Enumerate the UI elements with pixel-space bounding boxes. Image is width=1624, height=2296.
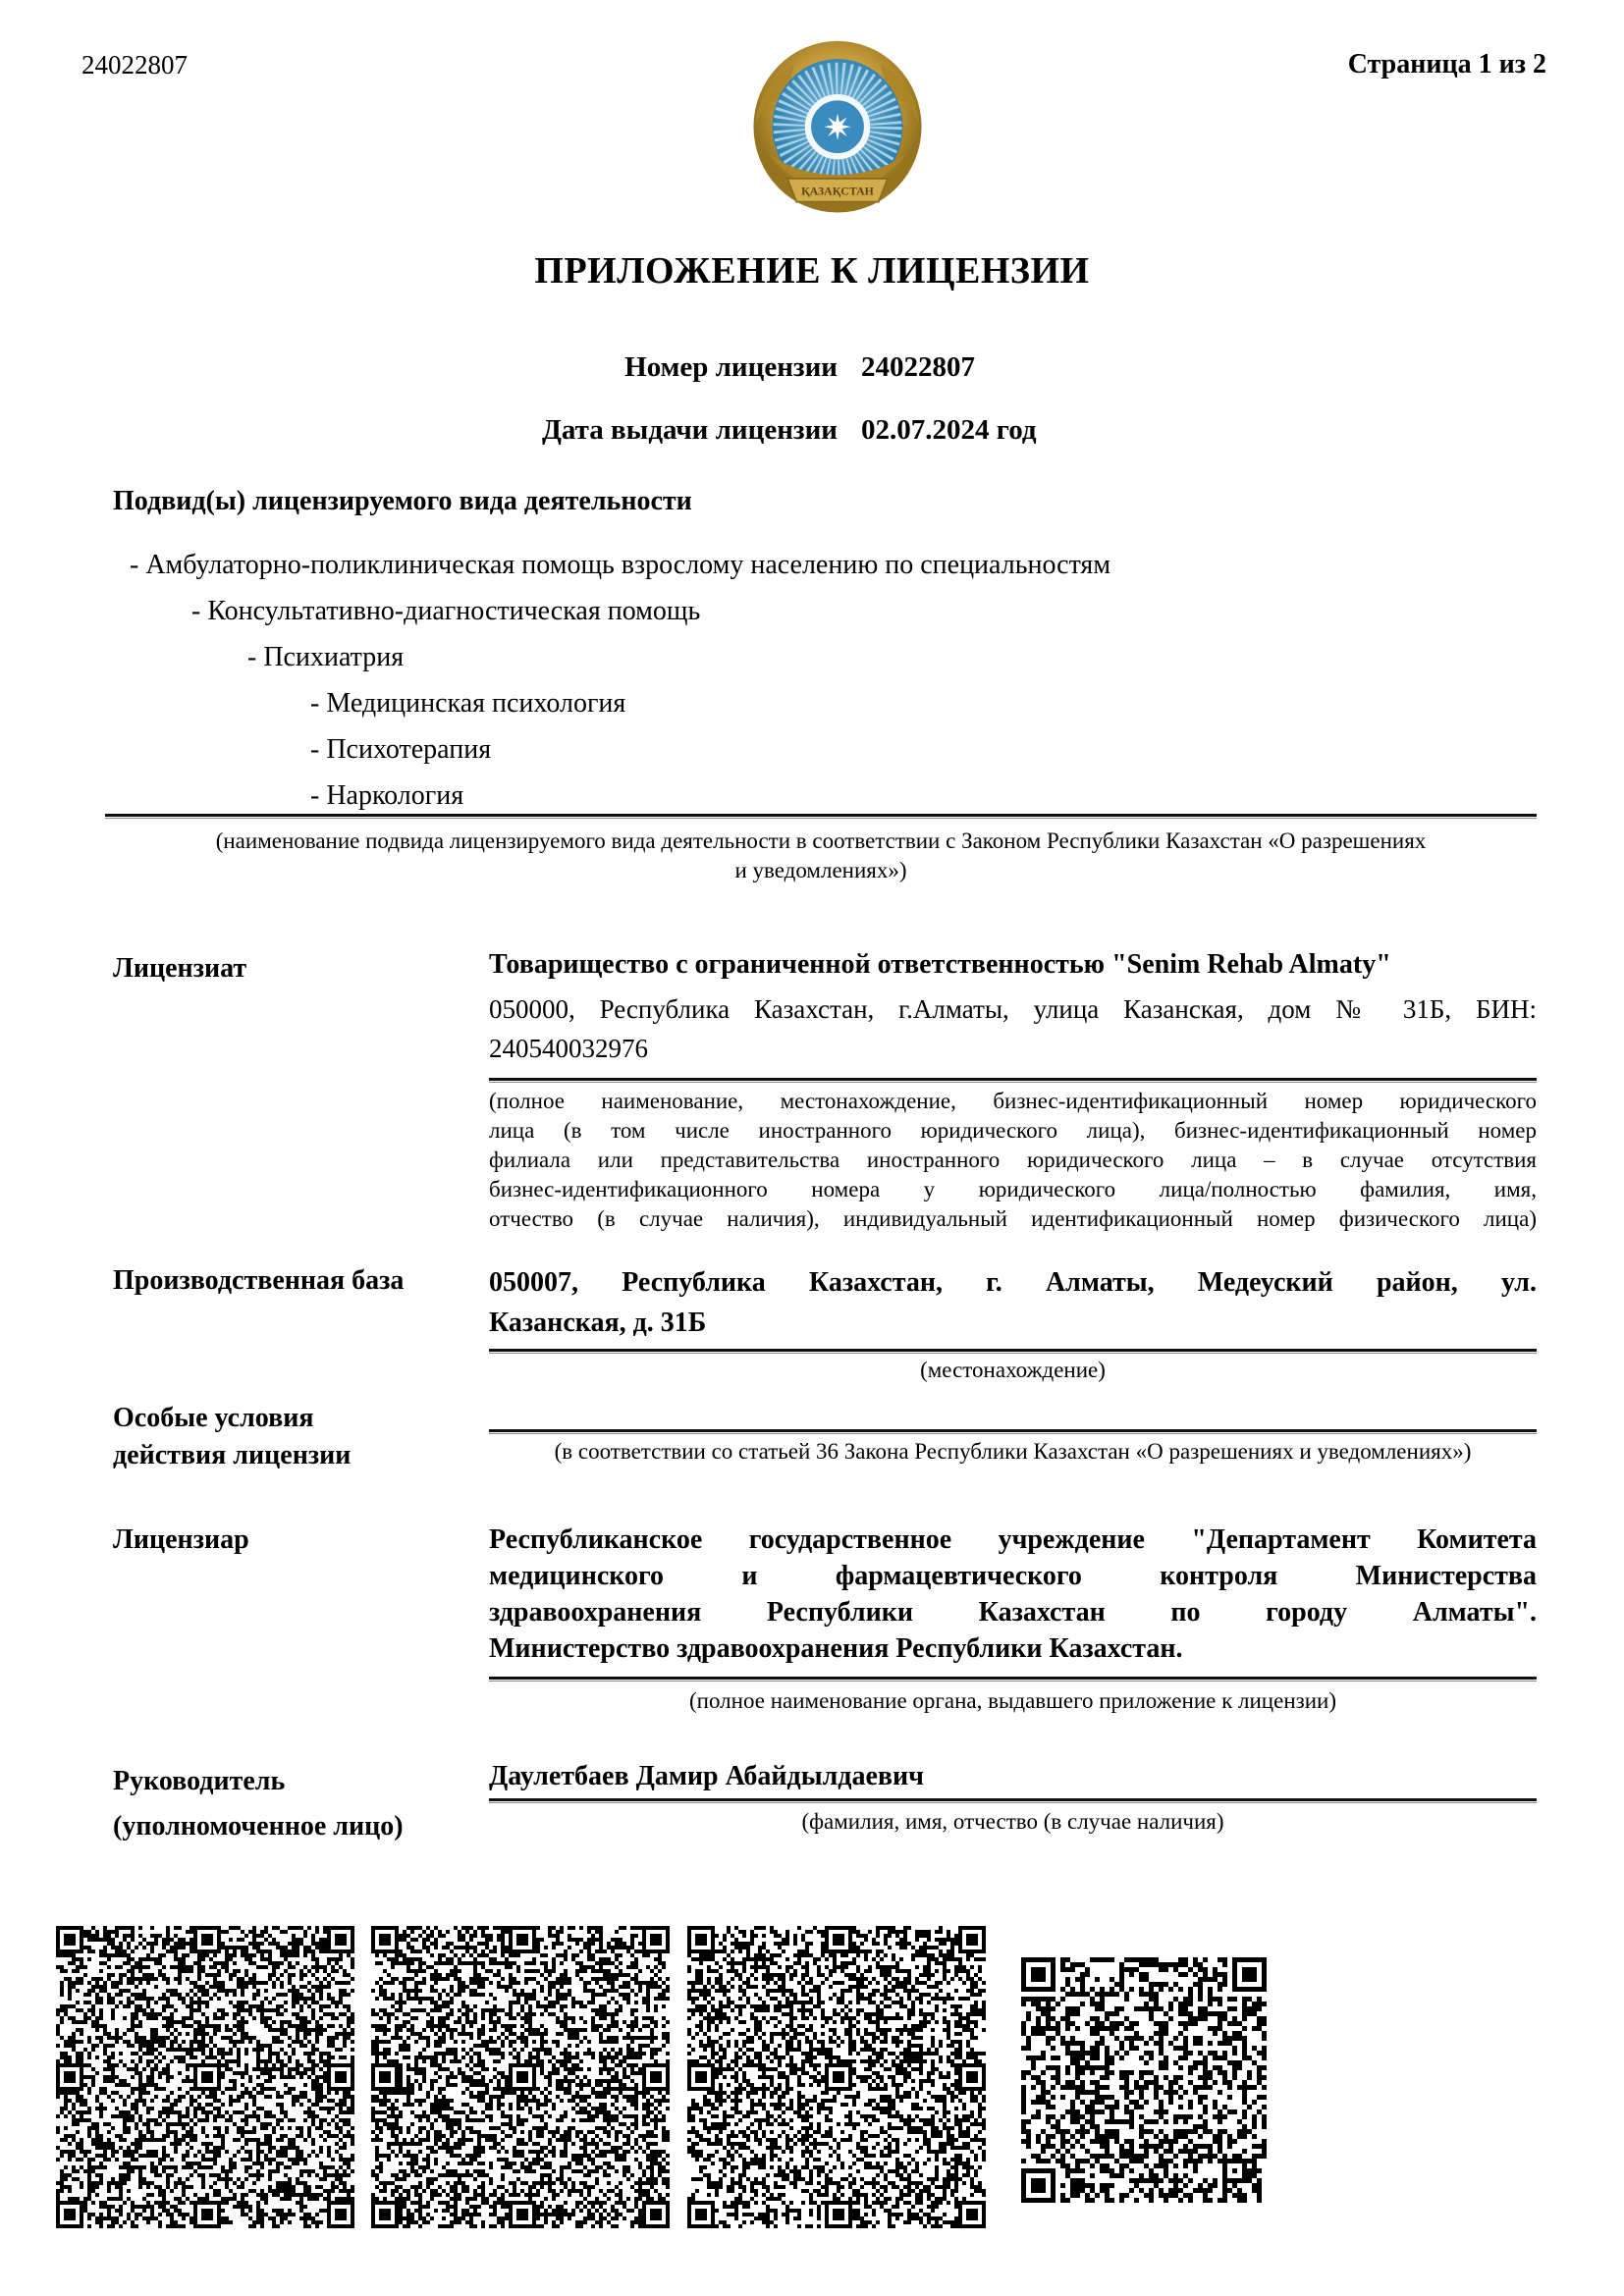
text-line: 240540032976 <box>489 1034 648 1063</box>
kazakhstan-emblem-icon <box>748 39 927 218</box>
subtypes-rule <box>105 814 1537 819</box>
licensee-caption <box>489 1087 1537 1234</box>
text-line: Руководитель <box>113 1766 286 1796</box>
licensee-rule <box>489 1078 1537 1083</box>
text-line: Министерство здравоохранения Республики Казахстан. <box>489 1633 1183 1664</box>
text-line: филиала или представительства иностранного юридического лица – в случае отсутствия <box>489 1148 1537 1172</box>
license-number-label: Номер лицензии <box>624 351 838 383</box>
subtype-item: - Медицинская психология <box>310 688 626 719</box>
text-line: лица (в том числе иностранного юридического лица), бизнес-идентификационный номер <box>489 1118 1537 1143</box>
head-rule <box>489 1798 1537 1803</box>
special-conditions-label <box>113 1400 351 1474</box>
text-line: 050007, Республика Казахстан, г. Алматы, Медеуский район, ул. <box>489 1267 1537 1298</box>
emblem-banner-text: ҚАЗАҚСТАН <box>801 184 874 198</box>
barcode-matrix-2 <box>371 1926 670 2228</box>
page-indicator: Страница 1 из 2 <box>1347 49 1546 80</box>
emblem-shanyrak-star <box>824 114 850 140</box>
text-line: здравоохранения Республики Казахстан по городу Алматы". <box>489 1597 1537 1628</box>
license-number-value: 24022807 <box>861 351 975 383</box>
subtype-item: - Амбулаторно-поликлиническая помощь взрослому населению по специальностям <box>130 550 1111 580</box>
text-line: Казанская, д. 31Б <box>489 1308 707 1338</box>
text-line: (наименование подвида лицензируемого вида деятельности в соответствии с Законом Республики Казахстан «О разрешениях <box>215 828 1427 853</box>
barcode-matrix-1 <box>56 1926 354 2228</box>
text-line: медицинского и фармацевтического контроля Министерства <box>489 1561 1537 1591</box>
special-conditions-rule <box>489 1429 1537 1434</box>
subtypes-caption <box>105 827 1537 885</box>
qr-code <box>1021 1957 1267 2203</box>
text-line: Республиканское государственное учреждение "Департамент Комитета <box>489 1524 1537 1555</box>
licensee-label: Лицензиат <box>113 953 247 984</box>
document-number: 24022807 <box>81 50 188 80</box>
subtypes-heading: Подвид(ы) лицензируемого вида деятельности <box>113 486 692 516</box>
barcode-matrix-3 <box>687 1926 986 2228</box>
subtypes-list <box>0 542 1624 819</box>
page-title: ПРИЛОЖЕНИЕ К ЛИЦЕНЗИИ <box>534 250 1090 292</box>
text-line: отчество (в случае наличия), индивидуальный идентификационный номер физического лица) <box>489 1206 1537 1231</box>
production-base-value <box>489 1262 1537 1343</box>
text-line: Особые условия <box>113 1403 314 1433</box>
text-line: и уведомлениях») <box>734 858 907 882</box>
production-base-label: Производственная база <box>113 1265 405 1296</box>
text-line: действия лицензии <box>113 1440 352 1470</box>
head-value: Даулетбаев Дамир Абайдылдаевич <box>489 1761 924 1791</box>
licensor-label: Лицензиар <box>113 1524 249 1555</box>
special-conditions-caption: (в соответствии со статьей 36 Закона Республики Казахстан «О разрешениях и уведомлениях») <box>554 1439 1472 1464</box>
head-caption: (фамилия, имя, отчество (в случае наличия) <box>801 1809 1224 1834</box>
licensor-value <box>489 1522 1537 1667</box>
issue-date-value: 02.07.2024 год <box>861 414 1037 446</box>
text-line: (уполномоченное лицо) <box>113 1811 404 1842</box>
text-line: бизнес-идентификационного номера у юридического лица/полностью фамилия, имя, <box>489 1177 1537 1201</box>
issue-date-row <box>0 414 1624 450</box>
subtype-item: - Психиатрия <box>247 642 405 672</box>
license-number-row <box>0 351 1624 387</box>
licensee-name: Товарищество с ограниченной ответственностью "Senim Rehab Almaty" <box>489 949 1391 980</box>
licensee-address <box>489 989 1537 1068</box>
production-base-rule <box>489 1349 1537 1354</box>
licensor-rule <box>489 1677 1537 1682</box>
subtype-item: - Наркология <box>310 780 464 811</box>
production-base-caption: (местонахождение) <box>920 1358 1106 1382</box>
text-line: (полное наименование, местонахождение, бизнес-идентификационный номер юридического <box>489 1089 1537 1113</box>
head-label <box>113 1759 404 1849</box>
subtype-item: - Консультативно-диагностическая помощь <box>191 596 701 626</box>
licensor-caption: (полное наименование органа, выдавшего приложение к лицензии) <box>689 1688 1336 1713</box>
issue-date-label: Дата выдачи лицензии <box>541 414 838 446</box>
text-line: 050000, Республика Казахстан, г.Алматы, улица Казанская, дом № 31Б, БИН: <box>489 994 1537 1024</box>
subtype-item: - Психотерапия <box>310 734 492 765</box>
